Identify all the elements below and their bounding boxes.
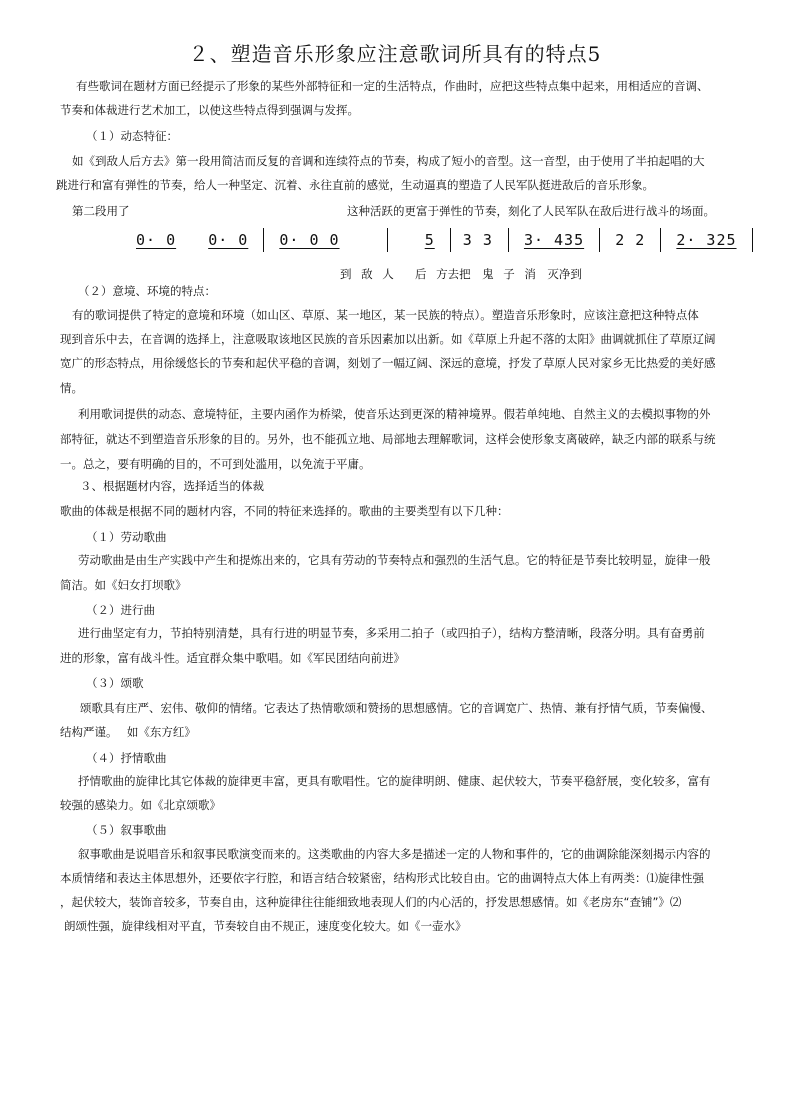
paragraph-line: 部特征，就达不到塑造音乐形象的目的。另外，也不能孤立地、局部地去理解歌词，这样会使形象支离破碎，缺乏内部的联系与统 — [60, 432, 716, 446]
jianpu-notation — [136, 226, 758, 253]
bar-line — [599, 228, 600, 252]
bar-line — [387, 228, 388, 252]
paragraph-line: 劳动歌曲是由生产实践中产生和提炼出来的，它具有劳动的节奏特点和强烈的生活气息。它的特征是节奏比较明显，旋律一般 — [78, 553, 711, 567]
paragraph-line: 简洁。如《妇女打坝歌》 — [60, 578, 187, 592]
section-heading: （３）颂歌 — [86, 676, 144, 690]
paragraph-line: 颂歌具有庄严、宏伟、敬仰的情绪。它表达了热情歌颂和赞扬的思想感情。它的音调宽广、热情、兼有抒情气质，节奏偏慢、 — [80, 701, 713, 715]
paragraph-line: 有的歌词提供了特定的意境和环境（如山区、草原、某一地区，某一民族的特点）。塑造音乐形象时，应该注意把这种特点体 — [72, 308, 699, 322]
paragraph-line: 如《到敌人后方去》第一段用简洁而反复的音调和连续符点的节奏，构成了短小的音型。这一音型，由于使用了半拍起唱的大 — [72, 154, 705, 168]
paragraph-line: 抒情歌曲的旋律比其它体裁的旋律更丰富，更具有歌唱性。它的旋律明朗、健康、起伏较大，节奏平稳舒展，变化较多，富有 — [78, 774, 711, 788]
notation-lyrics: 到 敌 人 后 方去把 鬼 子 消 灭净到 — [340, 267, 582, 281]
note-group: 0· 0 0 — [279, 230, 340, 249]
bar-line — [752, 228, 753, 252]
paragraph-line: 跳进行和富有弹性的节奏，给人一种坚定、沉着、永往直前的感觉，生动逼真的塑造了人民军队挺进敌后的音乐形象。 — [56, 178, 654, 192]
paragraph-line: ，起伏较大，装饰音较多，节奏自由，这种旋律往往能细致地表现人们的内心活的，抒发思想感情。如《老房东“查铺”》⑵ — [60, 895, 682, 909]
note-group: 2· 325 — [676, 230, 737, 249]
paragraph-line: 进的形象，富有战斗性。适宜群众集中歌唱。如《军民团结向前进》 — [60, 651, 405, 665]
section-heading: （５）叙事歌曲 — [86, 823, 167, 837]
paragraph-line: 一。总之，要有明确的目的，不可到处滥用，以免流于平庸。 — [60, 457, 371, 471]
note-group: 0· 0 — [136, 230, 177, 249]
section-heading: （２）进行曲 — [86, 603, 155, 617]
paragraph-line: 较强的感染力。如《北京颂歌》 — [60, 798, 221, 812]
paragraph-line: 节奏和体裁进行艺术加工，以使这些特点得到强调与发挥。 — [60, 103, 359, 117]
page-title: ２、塑造音乐形象应注意歌词所具有的特点5 — [188, 42, 602, 66]
paragraph-line: 朗颂性强，旋律线相对平直，节奏较自由不规正，速度变化较大。如《一壶水》 — [64, 919, 467, 933]
section-heading: ３、根据题材内容，选择适当的体裁 — [80, 479, 264, 493]
paragraph-line: 本质情绪和表达主体思想外，还要依字行腔，和语言结合较紧密，结构形式比较自由。它的曲调特点大体上有两类：⑴旋律性强 — [60, 871, 704, 885]
paragraph-line: 歌曲的体裁是根据不同的题材内容，不同的特征来选择的。歌曲的主要类型有以下几种： — [60, 504, 509, 518]
section-heading: （１）动态特征： — [86, 129, 178, 143]
note-group — [279, 227, 339, 253]
paragraph-line: 宽广的形态特点，用徐缓悠长的节奏和起伏平稳的音调，刻划了一幅辽阔、深远的意境，抒发了草原人民对家乡无比热爱的美好感 — [60, 356, 716, 370]
bar-line — [263, 228, 264, 252]
paragraph-line: 第二段用了 — [72, 204, 130, 218]
section-heading: （２）意境、环境的特点： — [78, 284, 216, 298]
bar-line — [450, 228, 451, 252]
section-heading: （１）劳动歌曲 — [86, 530, 167, 544]
paragraph-line: 利用歌词提供的动态、意境特征，主要内函作为桥梁，使音乐达到更深的精神境界。假若单纯地、自然主义的去模拟事物的外 — [78, 407, 711, 421]
note-group: 3 3 — [462, 230, 493, 249]
bar-line — [660, 228, 661, 252]
bar-line — [508, 228, 509, 252]
note-group: 3· 435 — [523, 230, 585, 249]
note-group: 5 — [424, 230, 435, 249]
section-heading: （４）抒情歌曲 — [86, 751, 167, 765]
paragraph-line: 有些歌词在题材方面已经提示了形象的某些外部特征和一定的生活特点，作曲时，应把这些特点集中起来，用相适应的音调、 — [76, 79, 709, 93]
paragraph-line: 情。 — [60, 381, 83, 395]
paragraph-line: 这种活跃的更富于弹性的节奏，刻化了人民军队在敌后进行战斗的场面。 — [347, 204, 715, 218]
paragraph-line: 叙事歌曲是说唱音乐和叙事民歌演变而来的。这类歌曲的内容大多是描述一定的人物和事件的，它的曲调除能深刻揭示内容的 — [78, 847, 711, 861]
note-group: 0· 0 — [208, 230, 249, 249]
note-group: 2 2 — [615, 230, 646, 249]
paragraph-line: 结构严谨。 如《东方红》 — [60, 725, 196, 739]
paragraph-line: 进行曲坚定有力，节拍特别清楚，具有行进的明显节奏，多采用二拍子（或四拍子），结构方整清晰，段落分明。具有奋勇前 — [78, 626, 705, 640]
paragraph-line: 现到音乐中去，在音调的选择上，注意吸取该地区民族的音乐因素加以出新。如《草原上升起不落的太阳》曲调就抓住了草原辽阔 — [60, 332, 716, 346]
